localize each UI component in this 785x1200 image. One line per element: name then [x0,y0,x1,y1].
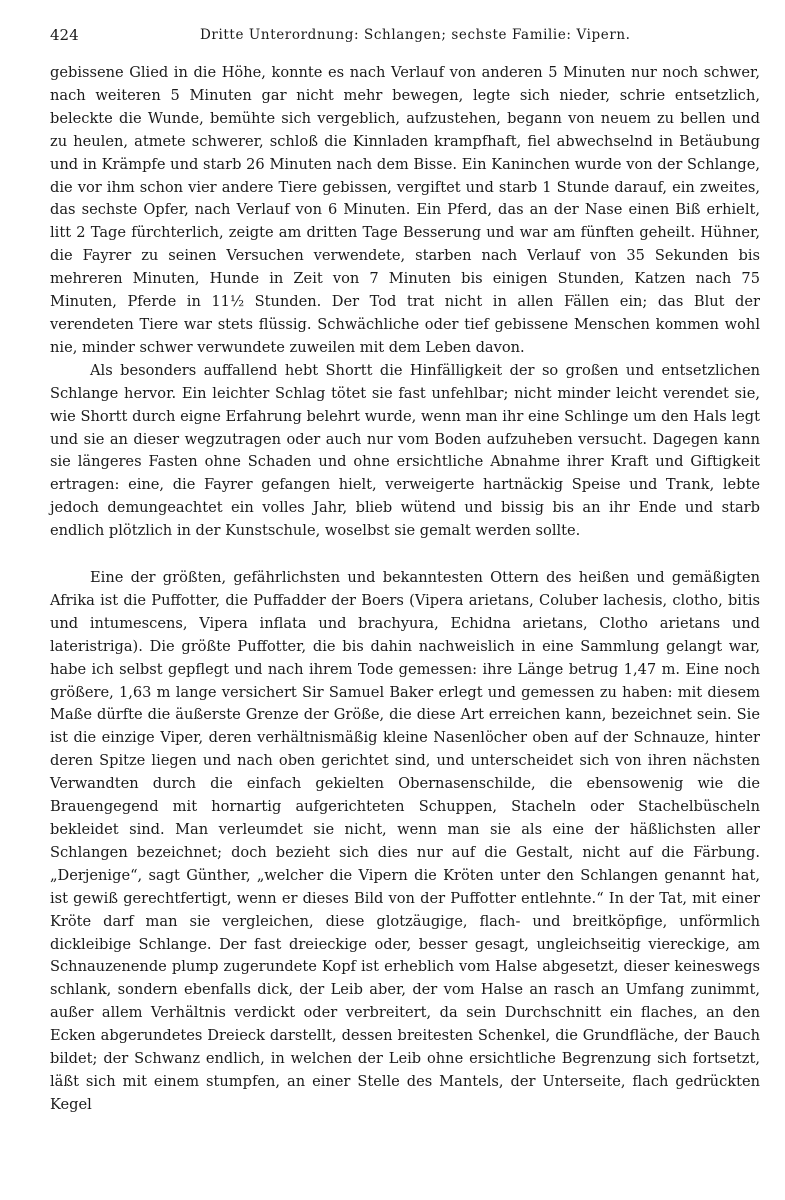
section-gap [50,543,760,567]
book-page [50,26,760,1186]
paragraph-puffotter: Eine der größten, gefährlichsten und bekanntesten Ottern des heißen und gemäßigten Afrika ist die Puffotter, die Puffadder der Boers (Vipera arietans, Coluber lachesis, clotho, bitis und intumescens, Vipera inflata und brachyura, Echidna arietans, Clotho arietans und lateristriga). Die größte Puffotter, die bis dahin nachweislich in eine Sammlung gelangt war, habe ich selbst gepflegt und nach ihrem Tode gemessen: ihre Länge betrug 1,47 m. Eine noch größere, 1,63 m lange versichert Sir Samuel Baker erlegt und gemessen zu haben: mit diesem Maße dürfte die äußerste Grenze der Größe, die diese Art erreichen kann, bezeichnet sein. Sie ist die einzige Viper, deren verhältnismäßig kleine Nasenlöcher oben auf der Schnauze, hinter deren Spitze liegen und nach oben gerichtet sind, und unterscheidet sich von ihren nächsten Verwandten durch die einfach gekielten Obernasenschilde, die ebensowenig wie die Brauengegend mit hornartig aufgerichteten Schuppen, Stacheln oder Stachelbüscheln bekleidet sind. Man verleumdet sie nicht, wenn man sie als eine der häßlichsten aller Schlangen bezeichnet; doch bezieht sich dies nur auf die Gestalt, nicht auf die Färbung. „Derjenige“, sagt Günther, „welcher die Vipern die Kröten unter den Schlangen genannt hat, ist gewiß gerechtfertigt, wenn er dieses Bild von der Puffotter entlehnte.“ In der Tat, mit einer Kröte darf man sie vergleichen, diese glotzäugige, flach- und breitköpfige, unförmlich dickleibige Schlange. Der fast dreieckige oder, besser gesagt, ungleichseitig viereckige, am Schnauzenende plump zugerundete Kopf ist erheblich vom Halse abgesetzt, dieser keineswegs schlank, sondern ebenfalls dick, der Leib aber, der vom Halse an rasch an Umfang zunimmt, außer allem Verhältnis verdickt oder verbreitert, da sein Durchschnitt ein flaches, an den Ecken abgerundetes Dreieck darstellt, dessen breitesten Schenkel, die Grundfläche, der Bauch bildet; der Schwanz endlich, in welchen der Leib ohne ersichtliche Begrenzung sich fortsetzt, läßt sich mit einem stumpfen, an einer Stelle des Mantels, der Unterseite, flach gedrückten Kegel [50,569,760,1113]
page-number: 424 [50,26,79,44]
body-text [50,62,760,1117]
running-head: Dritte Unterordnung: Schlangen; sechste Familie: Vipern. [200,27,631,43]
page-header [50,26,760,48]
paragraph-shortt: Als besonders auffallend hebt Shortt die Hinfälligkeit der so großen und entsetzlichen Schlange hervor. Ein leichter Schlag tötet sie fast unfehlbar; nicht minder leicht verendet sie, wie Shortt durch eigne Erfahrung belehrt wurde, wenn man ihr eine Schlinge um den Hals legt und sie an dieser wegzutragen oder auch nur vom Boden aufzuheben versucht. Dagegen kann sie längeres Fasten ohne Schaden und ohne ersichtliche Abnahme ihrer Kraft und Giftigkeit ertragen: eine, die Fayrer gefangen hielt, verweigerte hartnäckig Speise und Trank, lebte jedoch demungeachtet ein volles Jahr, blieb wütend und bissig bis an ihr Ende und starb endlich plötzlich in der Kunstschule, woselbst sie gemalt werden sollte. [50,361,760,540]
paragraph-continuation: gebissene Glied in die Höhe, konnte es nach Verlauf von anderen 5 Minuten nur noch schwer, nach weiteren 5 Minuten gar nicht mehr bewegen, legte sich nieder, schrie entsetzlich, beleckte die Wunde, bemühte sich vergeblich, aufzustehen, begann von neuem zu bellen und zu heulen, atmete schwerer, schloß die Kinnladen krampfhaft, fiel abwechselnd in Betäubung und in Krämpfe und starb 26 Minuten nach dem Bisse. Ein Kaninchen wurde von der Schlange, die vor ihm schon vier andere Tiere gebissen, vergiftet und starb 1 Stunde darauf, ein zweites, das sechste Opfer, nach Verlauf von 6 Minuten. Ein Pferd, das an der Nase einen Biß erhielt, litt 2 Tage fürchterlich, zeigte am dritten Tage Besserung und war am fünften geheilt. Hühner, die Fayrer zu seinen Versuchen verwendete, starben nach Verlauf von 35 Sekunden bis mehreren Minuten, Hunde in Zeit von 7 Minuten bis einigen Stunden, Katzen nach 75 Minuten, Pferde in 11½ Stunden. Der Tod trat nicht in allen Fällen ein; das Blut der verendeten Tiere war stets flüssig. Schwächliche oder tief gebissene Menschen kommen wohl nie, minder schwer verwundete zuweilen mit dem Leben davon. [50,64,760,356]
